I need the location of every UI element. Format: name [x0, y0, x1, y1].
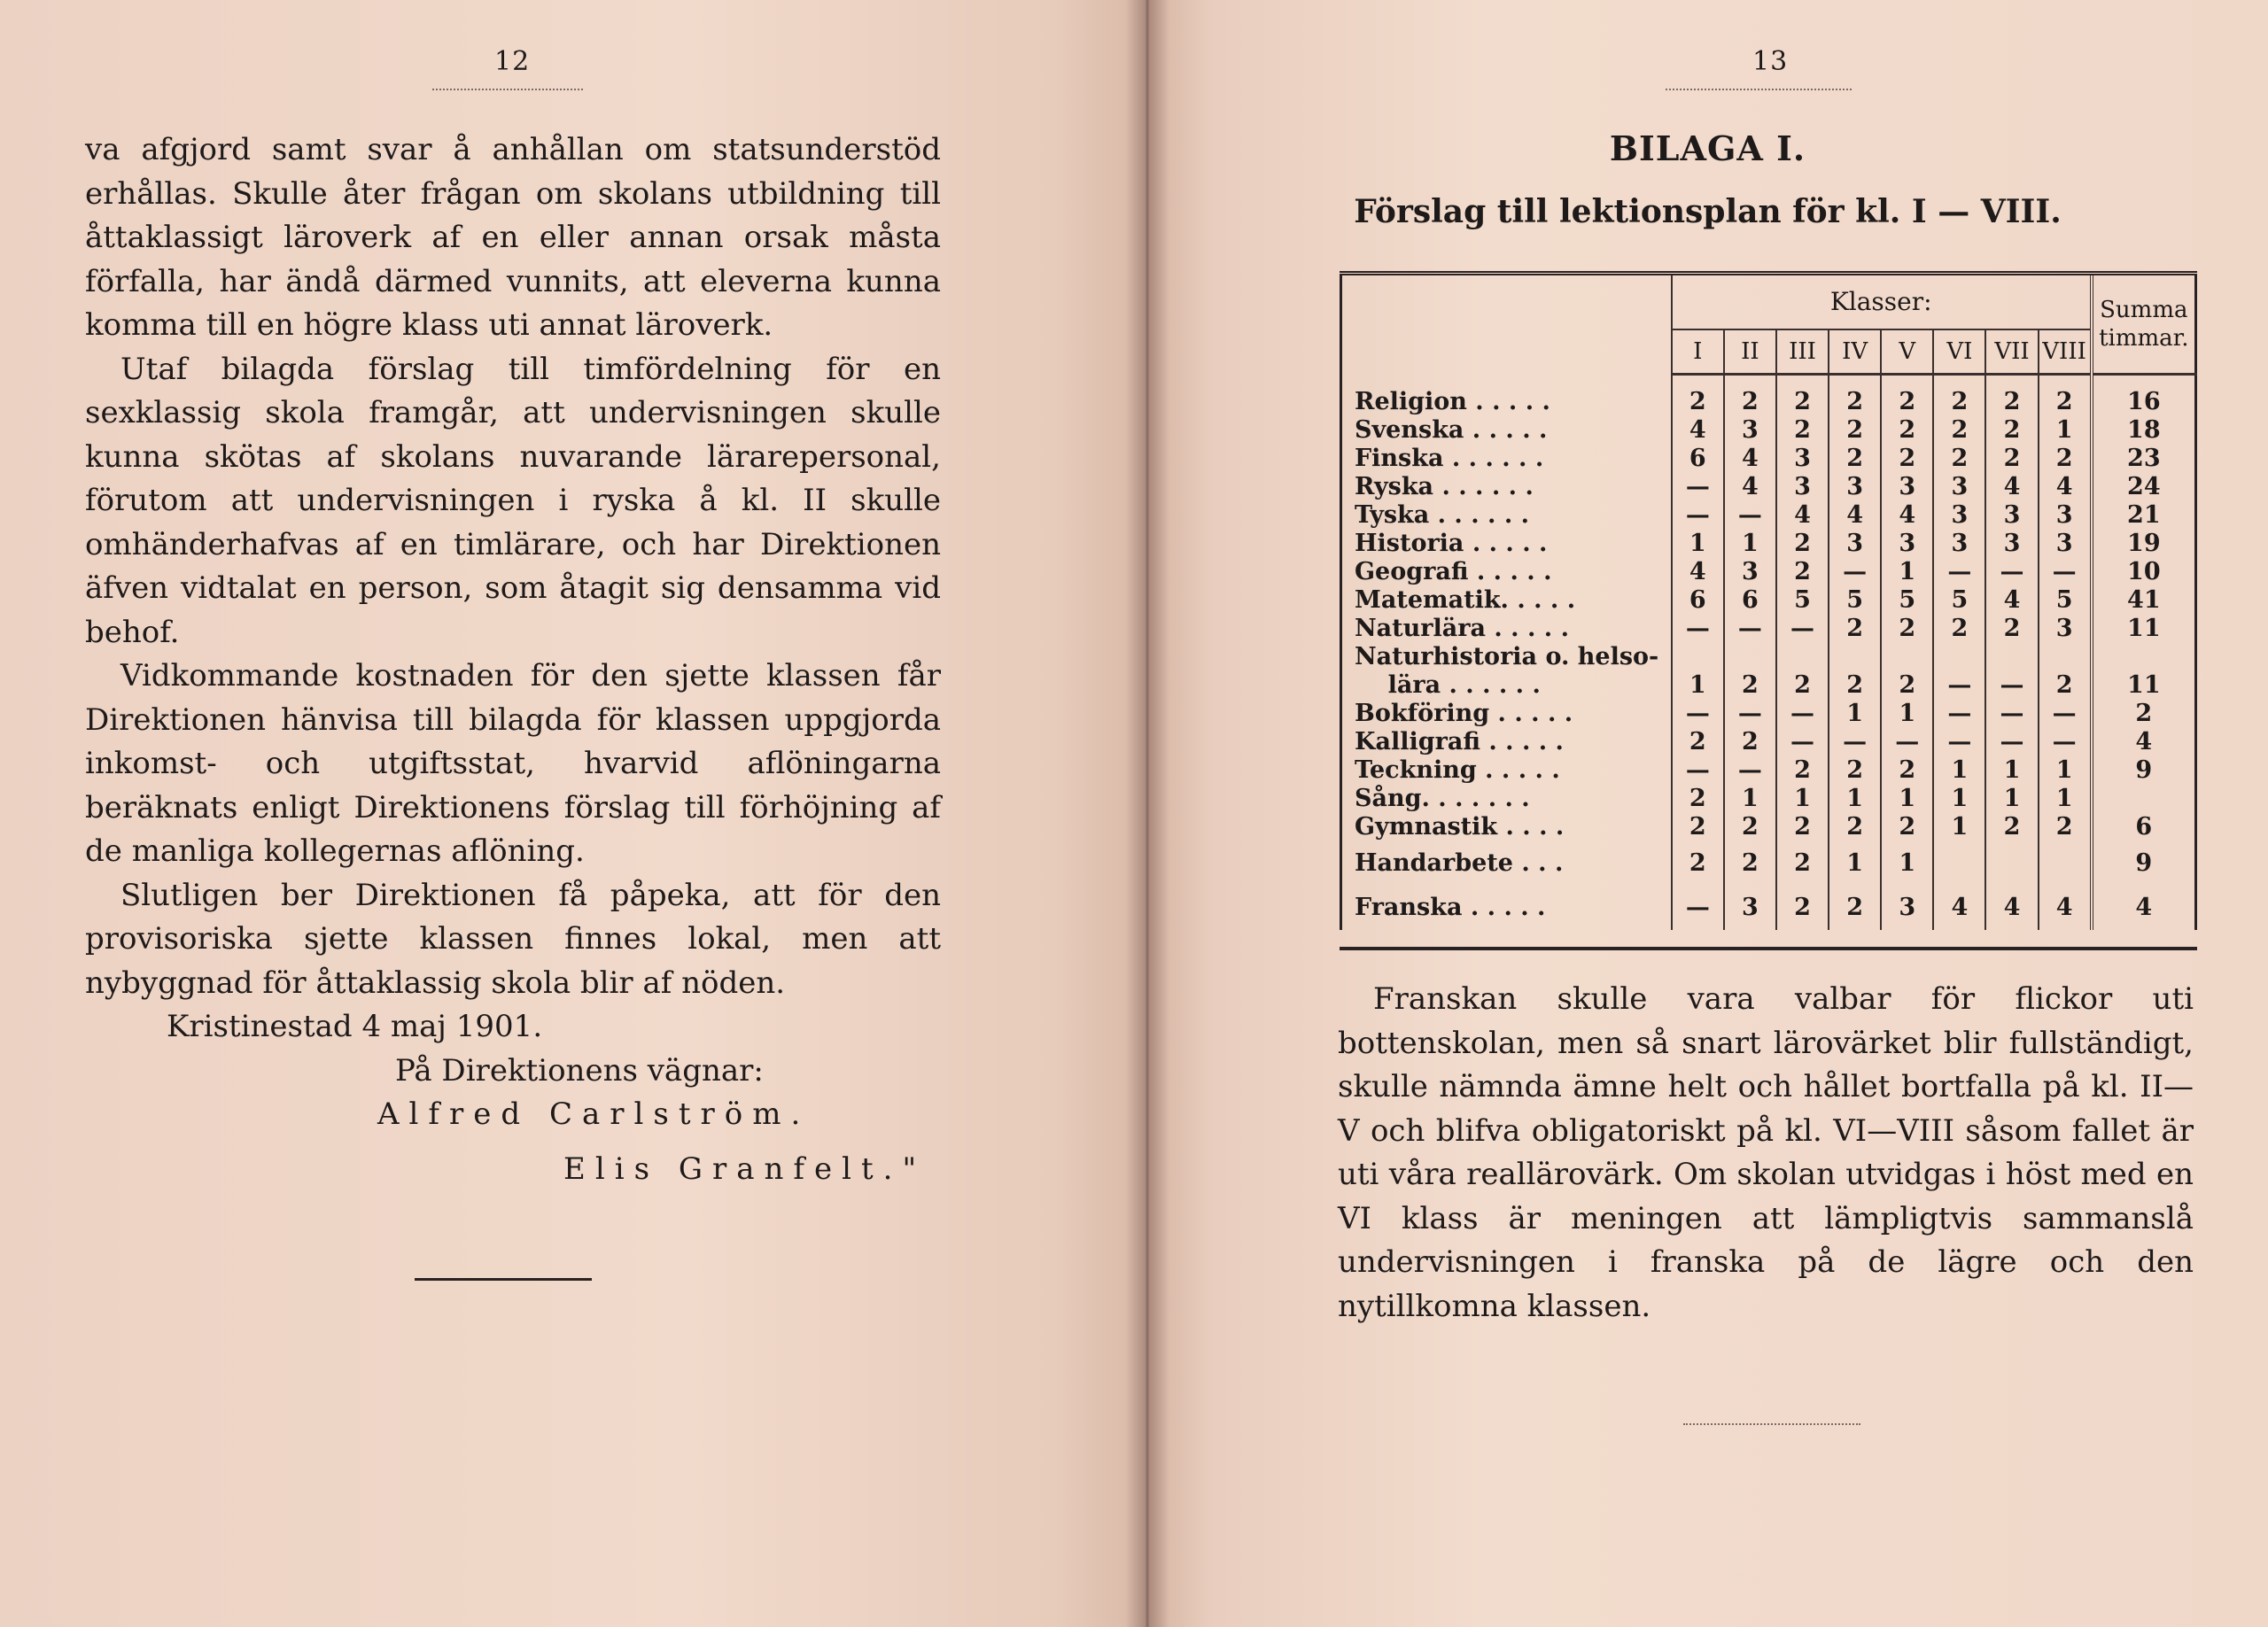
hours-cell: 4 — [1829, 501, 1881, 530]
on-behalf-line: På Direktionens vägnar: — [395, 1052, 764, 1089]
subject-cell: Bokföring . . . . . — [1341, 700, 1672, 728]
lesson-plan-table — [1340, 271, 2197, 950]
hours-cell: — — [2039, 700, 2092, 728]
hours-cell: 2 — [1672, 841, 1724, 886]
hours-cell: — — [2039, 558, 2092, 586]
hours-cell: 1 — [1829, 841, 1881, 886]
hours-cell: 2 — [1829, 671, 1881, 700]
table-row — [1341, 416, 2196, 445]
paragraph-1: va afgjord samt svar å anhållan om statsunderstöd erhållas. Skulle åter frågan om skolans utbildning till åttaklassigt läroverk af en eller annan orsak måsta förfalla, har ändå därmed vunnits, att eleverna kunna komma till en högre klass uti annat läroverk. — [85, 132, 941, 343]
hours-cell: 2 — [1933, 416, 1985, 445]
hours-cell: 2 — [1881, 671, 1933, 700]
hours-cell: 2 — [1829, 886, 1881, 930]
hours-cell: 2 — [1881, 388, 1933, 416]
hours-cell: — — [1776, 700, 1829, 728]
hours-cell — [1829, 643, 1881, 671]
subject-cell: Religion . . . . . — [1341, 388, 1672, 416]
table-row — [1341, 643, 2196, 671]
hours-cell: — — [1985, 728, 2038, 756]
hours-cell: 2 — [1829, 615, 1881, 643]
subject-cell: Ryska . . . . . . — [1341, 473, 1672, 501]
total-cell — [2092, 785, 2196, 813]
hours-cell: 6 — [1672, 586, 1724, 615]
hours-cell: 2 — [2039, 388, 2092, 416]
hours-cell: 2 — [1672, 728, 1724, 756]
hours-cell: — — [1933, 558, 1985, 586]
hours-cell — [1776, 643, 1829, 671]
hours-cell: 5 — [2039, 586, 2092, 615]
hours-cell: 2 — [1933, 388, 1985, 416]
hours-cell: 6 — [1724, 586, 1776, 615]
classes-group-header: Klasser: — [1672, 275, 2092, 329]
hours-cell: 3 — [2039, 615, 2092, 643]
paragraph-3: Vidkommande kostnaden för den sjette klassen får Direktionen hänvisa till bilagda för klassen uppgjorda inkomst- och utgiftsstat, hvarvid aflöningarna beräknats enligt Direktionens förslag till förhöjning af de manliga kollegernas aflöning. — [85, 658, 941, 869]
hours-cell: — — [1985, 671, 2038, 700]
hours-cell: 4 — [1724, 473, 1776, 501]
hours-cell: 3 — [1985, 530, 2038, 558]
hours-cell — [1985, 643, 2038, 671]
hours-cell: — — [2039, 728, 2092, 756]
hours-cell: 4 — [1985, 586, 2038, 615]
hours-cell: 1 — [1724, 785, 1776, 813]
hours-cell: 5 — [1776, 586, 1829, 615]
hours-cell — [1933, 841, 1985, 886]
hours-cell: 1 — [1672, 671, 1724, 700]
hours-cell: 4 — [2039, 886, 2092, 930]
class-header-5: V — [1881, 329, 1933, 375]
hours-cell: 3 — [1724, 558, 1776, 586]
sum-column-header: Summa timmar. — [2092, 275, 2196, 375]
hours-cell: 3 — [1776, 445, 1829, 473]
class-header-4: IV — [1829, 329, 1881, 375]
hours-cell: 3 — [1933, 473, 1985, 501]
table-row — [1341, 671, 2196, 700]
hours-cell: — — [1672, 886, 1724, 930]
hours-cell: 2 — [1776, 558, 1829, 586]
hours-cell — [1724, 643, 1776, 671]
hours-cell: 1 — [1881, 785, 1933, 813]
table-row — [1341, 813, 2196, 841]
hours-cell: — — [1933, 671, 1985, 700]
place-date: Kristinestad 4 maj 1901. — [167, 1009, 543, 1044]
right-page-number-rule — [1666, 89, 1852, 90]
hours-cell: 2 — [1829, 756, 1881, 785]
total-cell: 4 — [2092, 886, 2196, 930]
hours-cell: 1 — [1776, 785, 1829, 813]
french-paragraph: Franskan skulle vara valbar för flickor uti bottenskolan, men så snart lärovärket blir fullständigt, skulle nämnda ämne helt och hållet bortfalla på kl. II—V och blifva obligatoriskt på kl. VI—VIII såsom fallet är uti våra reallärovärk. Om skolan utvidgas i höst med en VI klass är meningen att lämpligtvis sammanslå undervisningen i franska på de lägre och den nytillkomna klassen. — [1338, 981, 2194, 1324]
hours-cell: 1 — [1881, 700, 1933, 728]
total-cell: 19 — [2092, 530, 2196, 558]
hours-cell: — — [1776, 615, 1829, 643]
hours-cell: 2 — [1985, 388, 2038, 416]
hours-cell: — — [1724, 756, 1776, 785]
hours-cell: — — [1776, 728, 1829, 756]
hours-cell: — — [1829, 728, 1881, 756]
hours-cell: 6 — [1672, 445, 1724, 473]
hours-cell: 2 — [1724, 728, 1776, 756]
hours-cell: 2 — [1985, 416, 2038, 445]
total-cell: 41 — [2092, 586, 2196, 615]
hours-cell: 2 — [1881, 813, 1933, 841]
total-cell: 6 — [2092, 813, 2196, 841]
hours-cell: 2 — [1724, 671, 1776, 700]
hours-cell: 1 — [1881, 558, 1933, 586]
left-page-end-rule — [415, 1278, 592, 1281]
hours-cell: 5 — [1881, 586, 1933, 615]
hours-cell: 1 — [1985, 756, 2038, 785]
total-cell: 11 — [2092, 671, 2196, 700]
hours-cell: 2 — [1724, 388, 1776, 416]
subject-cell: Kalligrafi . . . . . — [1341, 728, 1672, 756]
total-cell: 23 — [2092, 445, 2196, 473]
hours-cell: 2 — [1829, 445, 1881, 473]
hours-cell: — — [1985, 700, 2038, 728]
hours-cell: 1 — [1933, 785, 1985, 813]
hours-cell — [2039, 841, 2092, 886]
subject-cell: Teckning . . . . . — [1341, 756, 1672, 785]
hours-cell: 2 — [1881, 416, 1933, 445]
table-row — [1341, 558, 2196, 586]
hours-cell: 2 — [1985, 445, 2038, 473]
hours-cell: 2 — [1881, 756, 1933, 785]
hours-cell — [1985, 841, 2038, 886]
hours-cell: 4 — [1881, 501, 1933, 530]
hours-cell: 2 — [1881, 615, 1933, 643]
total-cell: 4 — [2092, 728, 2196, 756]
hours-cell: 3 — [1724, 416, 1776, 445]
hours-cell: 3 — [1881, 473, 1933, 501]
hours-cell: — — [1672, 473, 1724, 501]
hours-cell: 3 — [1933, 501, 1985, 530]
right-page-text — [1338, 978, 2194, 1329]
total-cell: 9 — [2092, 841, 2196, 886]
paragraph-4: Slutligen ber Direktionen få påpeka, att för den provisoriska sjette klassen finnes lokal, men att nybyggnad för åttaklassig skola blir af nöden. — [85, 877, 941, 1001]
left-page-number-rule — [432, 89, 583, 90]
total-cell — [2092, 643, 2196, 671]
table-row — [1341, 445, 2196, 473]
hours-cell: 2 — [1672, 813, 1724, 841]
hours-cell: 4 — [1933, 886, 1985, 930]
hours-cell: 3 — [2039, 501, 2092, 530]
hours-cell: 5 — [1933, 586, 1985, 615]
hours-cell: 3 — [1881, 530, 1933, 558]
table-row — [1341, 728, 2196, 756]
signature-granfelt: Elis Granfelt." — [563, 1151, 927, 1187]
hours-cell: 4 — [1672, 558, 1724, 586]
hours-cell — [1672, 643, 1724, 671]
hours-cell: 2 — [1881, 445, 1933, 473]
hours-cell: 2 — [1724, 813, 1776, 841]
table-row — [1341, 615, 2196, 643]
hours-cell: 2 — [2039, 813, 2092, 841]
total-cell: 2 — [2092, 700, 2196, 728]
subject-cell: Tyska . . . . . . — [1341, 501, 1672, 530]
hours-cell: — — [1672, 501, 1724, 530]
subject-cell: Geografi . . . . . — [1341, 558, 1672, 586]
total-cell: 10 — [2092, 558, 2196, 586]
book-gutter — [1125, 0, 1169, 1627]
hours-cell: 2 — [1672, 785, 1724, 813]
hours-cell: 1 — [1881, 841, 1933, 886]
hours-cell: 2 — [1829, 416, 1881, 445]
hours-cell: 3 — [1829, 473, 1881, 501]
hours-cell: 2 — [2039, 445, 2092, 473]
hours-cell: 2 — [1829, 813, 1881, 841]
total-cell: 9 — [2092, 756, 2196, 785]
hours-cell: — — [1933, 700, 1985, 728]
subject-cell: Historia . . . . . — [1341, 530, 1672, 558]
hours-cell: 4 — [1985, 886, 2038, 930]
class-header-6: VI — [1933, 329, 1985, 375]
hours-cell: — — [1672, 756, 1724, 785]
table-row — [1341, 586, 2196, 615]
right-page-end-rule — [1683, 1423, 1860, 1425]
hours-cell: 2 — [2039, 671, 2092, 700]
hours-cell: 2 — [1776, 530, 1829, 558]
subject-cell: Sång. . . . . . . — [1341, 785, 1672, 813]
appendix-subheading: Förslag till lektionsplan för kl. I — VIII. — [1354, 193, 2062, 230]
hours-cell: 3 — [1724, 886, 1776, 930]
hours-cell: 2 — [1776, 813, 1829, 841]
hours-cell: — — [1724, 615, 1776, 643]
table-row — [1341, 700, 2196, 728]
hours-cell: — — [1829, 558, 1881, 586]
subject-cell: Finska . . . . . . — [1341, 445, 1672, 473]
hours-cell: — — [1881, 728, 1933, 756]
table-row — [1341, 756, 2196, 785]
hours-cell: — — [1985, 558, 2038, 586]
subject-cell: Naturhistoria o. helso- — [1341, 643, 1672, 671]
class-header-8: VIII — [2039, 329, 2092, 375]
hours-cell: 2 — [1776, 756, 1829, 785]
class-header-7: VII — [1985, 329, 2038, 375]
table-row — [1341, 388, 2196, 416]
appendix-heading: BILAGA I. — [1609, 128, 1806, 168]
hours-cell: 2 — [1776, 841, 1829, 886]
hours-cell: 2 — [1776, 416, 1829, 445]
table-row — [1341, 530, 2196, 558]
subject-column-header — [1341, 275, 1672, 375]
hours-cell: 2 — [1933, 445, 1985, 473]
hours-cell: 1 — [2039, 416, 2092, 445]
hours-cell: 4 — [1724, 445, 1776, 473]
hours-cell: 3 — [1829, 530, 1881, 558]
hours-cell: 1 — [1829, 700, 1881, 728]
paragraph-2: Utaf bilagda förslag till timfördelning för en sexklassig skola framgår, att undervisningen skulle kunna skötas af skolans nuvarande lärarepersonal, förutom att undervisningen i ryska å kl. II skulle omhänderhafvas af en timlärare, och har Direktionen äfven vidtalat en person, som åtagit sig densamma vid behof. — [85, 351, 941, 650]
table-row — [1341, 473, 2196, 501]
hours-cell: 3 — [2039, 530, 2092, 558]
left-page-text — [85, 128, 941, 1191]
hours-cell: 3 — [1985, 501, 2038, 530]
hours-cell: 2 — [1672, 388, 1724, 416]
hours-cell: 1 — [2039, 785, 2092, 813]
signature-carlstrom: Alfred Carlström. — [377, 1096, 811, 1132]
table-row — [1341, 886, 2196, 930]
total-cell: 18 — [2092, 416, 2196, 445]
subject-cell: Franska . . . . . — [1341, 886, 1672, 930]
subject-cell: Gymnastik . . . . — [1341, 813, 1672, 841]
hours-cell: 2 — [1776, 671, 1829, 700]
subject-cell: Svenska . . . . . — [1341, 416, 1672, 445]
hours-cell: 2 — [1933, 615, 1985, 643]
hours-cell: — — [1672, 615, 1724, 643]
hours-cell: 4 — [1776, 501, 1829, 530]
hours-cell: 1 — [2039, 756, 2092, 785]
total-cell: 21 — [2092, 501, 2196, 530]
hours-cell: 2 — [1776, 388, 1829, 416]
hours-cell: — — [1724, 501, 1776, 530]
hours-cell: 3 — [1776, 473, 1829, 501]
subject-cell: Handarbete . . . — [1341, 841, 1672, 886]
hours-cell: 3 — [1881, 886, 1933, 930]
hours-cell: 2 — [1985, 813, 2038, 841]
hours-cell: 4 — [1985, 473, 2038, 501]
hours-cell — [1933, 643, 1985, 671]
hours-cell: 2 — [1985, 615, 2038, 643]
hours-cell: — — [1672, 700, 1724, 728]
hours-cell: 4 — [1672, 416, 1724, 445]
hours-cell: 5 — [1829, 586, 1881, 615]
table-row — [1341, 785, 2196, 813]
total-cell: 11 — [2092, 615, 2196, 643]
subject-cell: Naturlära . . . . . — [1341, 615, 1672, 643]
right-page-number: 13 — [1752, 46, 1789, 77]
hours-cell: 1 — [1829, 785, 1881, 813]
class-header-3: III — [1776, 329, 1829, 375]
hours-cell: — — [1933, 728, 1985, 756]
hours-cell — [1881, 643, 1933, 671]
hours-cell: 1 — [1933, 813, 1985, 841]
hours-cell: 2 — [1829, 388, 1881, 416]
hours-cell: 4 — [2039, 473, 2092, 501]
hours-cell: 3 — [1933, 530, 1985, 558]
hours-cell: 1 — [1724, 530, 1776, 558]
hours-cell — [2039, 643, 2092, 671]
total-cell: 24 — [2092, 473, 2196, 501]
subject-cell: lära . . . . . . — [1341, 671, 1672, 700]
hours-cell: 1 — [1672, 530, 1724, 558]
class-header-2: II — [1724, 329, 1776, 375]
class-header-1: I — [1672, 329, 1724, 375]
hours-cell: 1 — [1933, 756, 1985, 785]
hours-cell: — — [1724, 700, 1776, 728]
hours-cell: 2 — [1776, 886, 1829, 930]
subject-cell: Matematik. . . . . — [1341, 586, 1672, 615]
total-cell: 16 — [2092, 388, 2196, 416]
table-row — [1341, 841, 2196, 886]
hours-cell: 2 — [1724, 841, 1776, 886]
hours-cell: 1 — [1985, 785, 2038, 813]
table-row — [1341, 501, 2196, 530]
left-page-number: 12 — [494, 46, 531, 77]
table-spacer-row — [1341, 375, 2196, 389]
